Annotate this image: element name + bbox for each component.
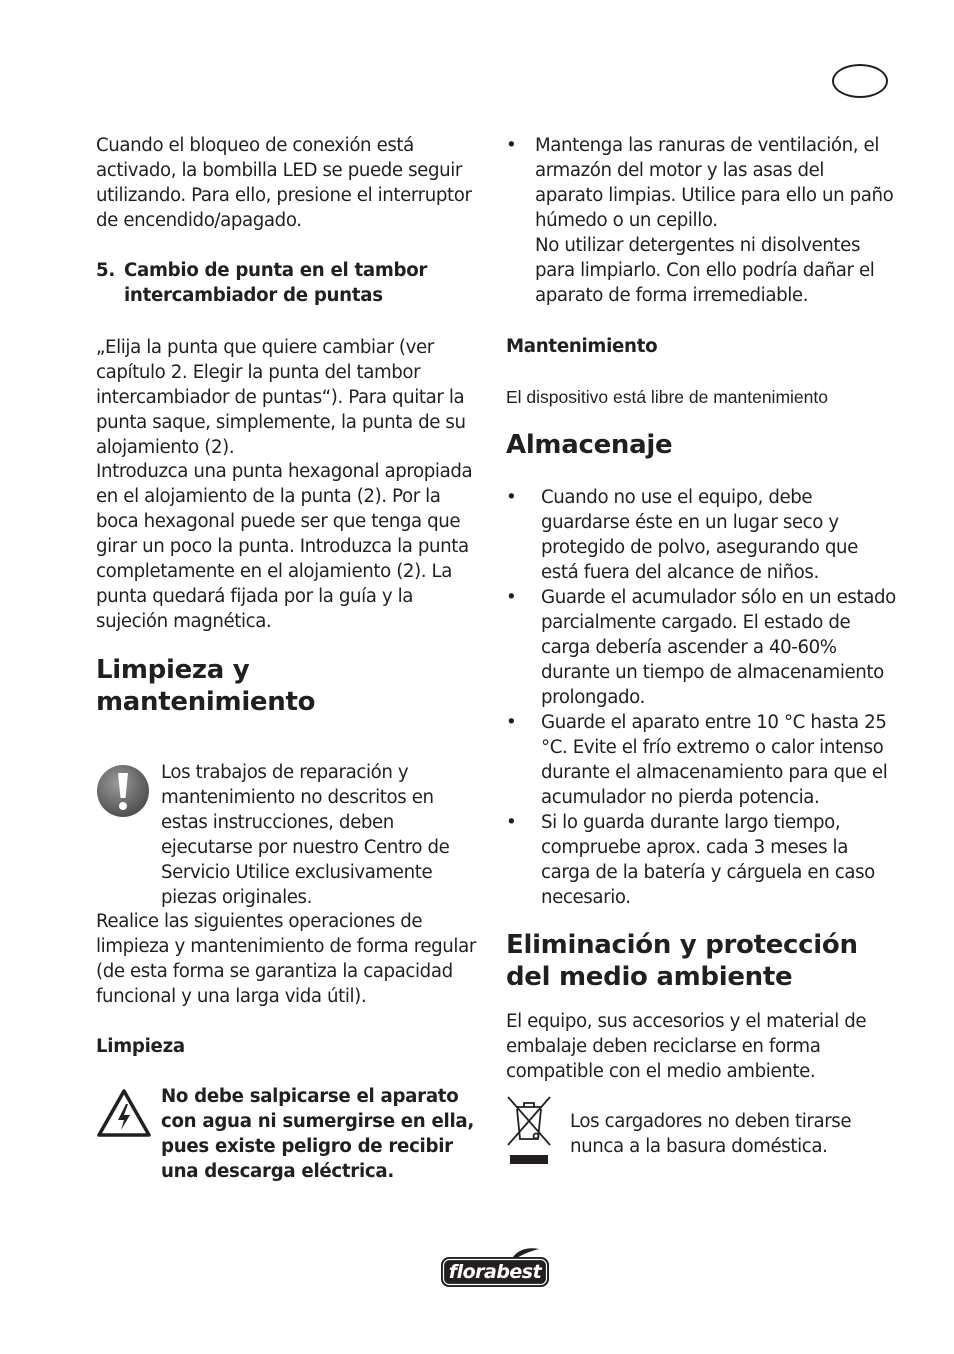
cleaning-heading-line1: Limpieza y <box>96 655 250 685</box>
list-item: • Si lo guarda durante largo tiempo, compruebe aprox. cada 3 meses la carga de la batería y cárguela en caso necesario. <box>506 810 896 910</box>
no-detergent-text: No utilizar detergentes ni disolventes para limpiarlo. Con ello podría dañar el aparato de forma irremediable. <box>535 235 875 306</box>
disposal-paragraph: El equipo, sus accesorios y el material de embalaje deben reciclarse en forma compatible con el medio ambiente. <box>506 1011 867 1082</box>
section-5-title-line1: Cambio de punta en el tambor <box>124 260 428 281</box>
list-item: • Cuando no use el equipo, debe guardarse éste en un lugar seco y protegido de polvo, asegurando que está fuera del alcance de niños. <box>506 485 896 585</box>
exclamation-circle-icon <box>96 764 150 818</box>
choose-bit-paragraph: „Elija la punta que quiere cambiar (ver capítulo 2. Elegir la punta del tambor intercambiador de puntas“). Para quitar la punta saque, simplemente, la punta de su alojamiento (2). <box>96 337 466 458</box>
ventilation-bullet-text: Mantenga las ranuras de ventilación, el armazón del motor y las asas del aparato limpias. Utilice para ello un paño húmedo o un cepillo. <box>535 135 894 231</box>
cleaning-maintenance-heading <box>96 654 488 718</box>
section-5-title-line2: intercambiador de puntas <box>124 285 383 306</box>
maintenance-free-paragraph: El dispositivo está libre de mantenimiento <box>506 387 828 407</box>
cleaning-subheading: Limpieza <box>96 1036 185 1057</box>
country-code-oval <box>832 64 888 98</box>
chargers-notice: Los cargadores no deben tirarse nunca a la basura doméstica. <box>570 1111 852 1157</box>
brand-logo-text: florabest <box>448 1261 542 1283</box>
disposal-heading-line1: Eliminación y protección <box>506 930 858 960</box>
cleaning-heading-line2: mantenimiento <box>96 687 316 717</box>
section-5-number: 5. <box>96 260 115 281</box>
storage-list <box>506 485 896 910</box>
intro-paragraph: Cuando el bloqueo de conexión está activado, la bombilla LED se puede seguir utilizando. Para ello, presione el interruptor de encendido/apagado. <box>96 135 472 231</box>
water-warning: No debe salpicarse el aparato con agua ni sumergirse en ella, pues existe peligro de recibir una descarga eléctrica. <box>161 1086 474 1182</box>
maintenance-subheading: Mantenimiento <box>506 336 658 357</box>
electric-hazard-triangle-icon <box>96 1088 152 1138</box>
insert-bit-paragraph: Introduzca una punta hexagonal apropiada en el alojamiento de la punta (2). Por la boca hexagonal puede ser que tenga que girar un poco la punta. Introduzca la punta completamente en el alojamiento (2). La punta quedará fijada por la guía y la sujeción magnética. <box>96 461 473 632</box>
storage-heading: Almacenaje <box>506 430 673 460</box>
list-item: • Guarde el aparato entre 10 °C hasta 25 °C. Evite el frío extremo o calor intenso durante el almacenamiento para que el acumulador no pierda potencia. <box>506 710 896 810</box>
disposal-heading-line2: del medio ambiente <box>506 962 793 992</box>
section-5-heading <box>96 258 488 308</box>
list-item <box>506 133 896 308</box>
brand-logo <box>439 1247 551 1289</box>
repair-notice: Los trabajos de reparación y mantenimiento no descritos en estas instrucciones, deben ejecutarse por nuestro Centro de Servicio Utilice exclusivamente piezas originales. <box>161 762 450 908</box>
crossed-out-bin-icon <box>506 1095 552 1165</box>
disposal-heading <box>506 929 906 993</box>
list-item: • Guarde el acumulador sólo en un estado parcialmente cargado. El estado de carga debería ascender a 40-60% durante un tiempo de almacenamiento prolongado. <box>506 585 896 710</box>
regular-maintenance-paragraph: Realice las siguientes operaciones de limpieza y mantenimiento de forma regular (de esta forma se garantiza la capacidad funcional y una larga vida útil). <box>96 911 476 1007</box>
cleaning-bullets <box>506 133 896 308</box>
